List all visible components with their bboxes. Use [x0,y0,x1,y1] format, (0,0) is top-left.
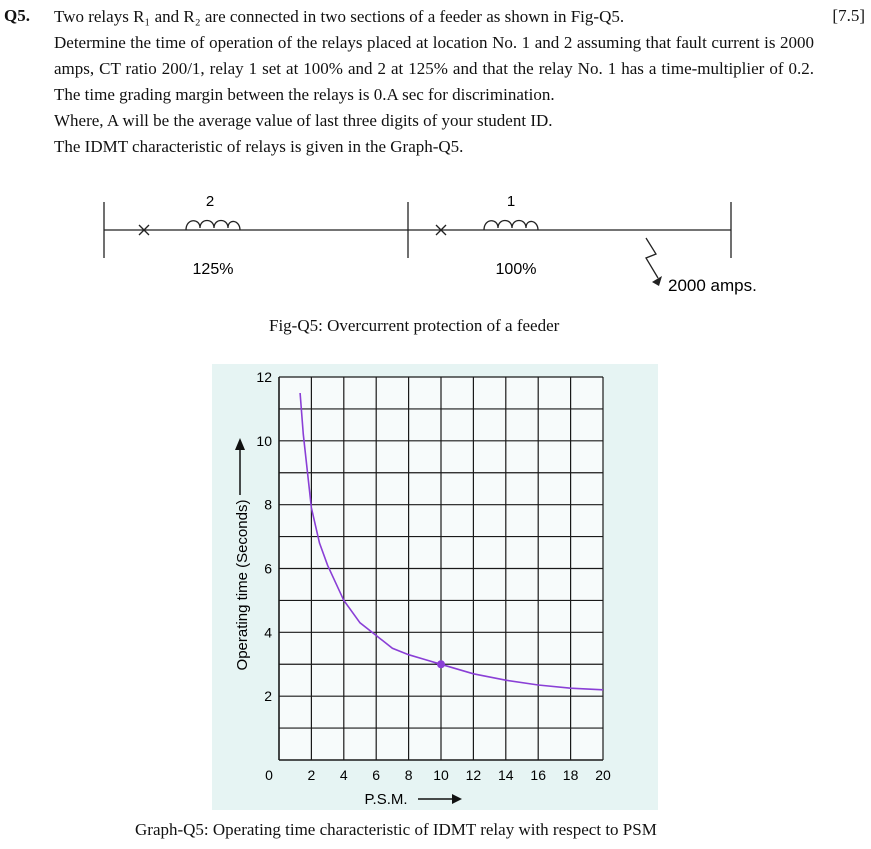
question-line-2: Determine the time of operation of the relays placed at location No. 1 and 2 assuming that fault current is 2000 amps, CT ratio 200/1, relay 1 set at 100% and 2 at 125% and that the relay No. 1 has a time-multiplier of 0.2. The time grading margin between the relays is 0.A sec for discrimination. [54,33,814,104]
question-number: Q5. [4,6,30,25]
x-tick-label: 14 [498,767,514,783]
x-tick-label: 2 [307,767,316,783]
x-tick-label: 20 [595,767,611,783]
question-marks: [7.5] [832,6,865,25]
y-tick-label: 10 [256,432,272,449]
highlight-point [437,660,445,668]
y-axis-title: Operating time (Seconds) [234,499,251,671]
question-line-4: The IDMT characteristic of relays is given in the Graph-Q5. [54,137,464,156]
relay-2-setting: 125% [192,261,234,278]
x-tick-label: 16 [530,767,546,783]
x-tick-label: 10 [433,767,449,783]
x-tick-label: 8 [404,767,413,783]
x-tick-label: 6 [372,767,381,783]
relay-2-label: 2 [205,193,215,210]
y-tick-label: 2 [264,688,272,705]
y-tick-label: 12 [256,369,272,385]
graph-caption: Graph-Q5: Operating time characteristic of IDMT relay with respect to PSM [135,820,657,839]
x-tick-label: 18 [562,767,579,783]
y-tick-label: 6 [264,560,272,577]
question-line-3: Where, A will be the average value of last three digits of your student ID. [54,111,553,130]
question-line-1: Two relays R₁ and R₂ are connected in two sections of a feeder as shown in Fig-Q5. [54,7,625,26]
x-tick-label: 4 [339,767,348,783]
relay-1-setting: 100% [495,261,537,278]
relay-1-label: 1 [506,193,516,210]
x-tick-label: 0 [265,767,273,783]
y-tick-label: 8 [264,496,272,513]
figure-caption: Fig-Q5: Overcurrent protection of a feeder [269,316,560,335]
x-axis-title: P.S.M. [364,791,408,808]
y-tick-label: 4 [264,624,272,641]
fault-current-label: 2000 amps. [668,276,757,295]
x-tick-label: 12 [465,767,482,783]
